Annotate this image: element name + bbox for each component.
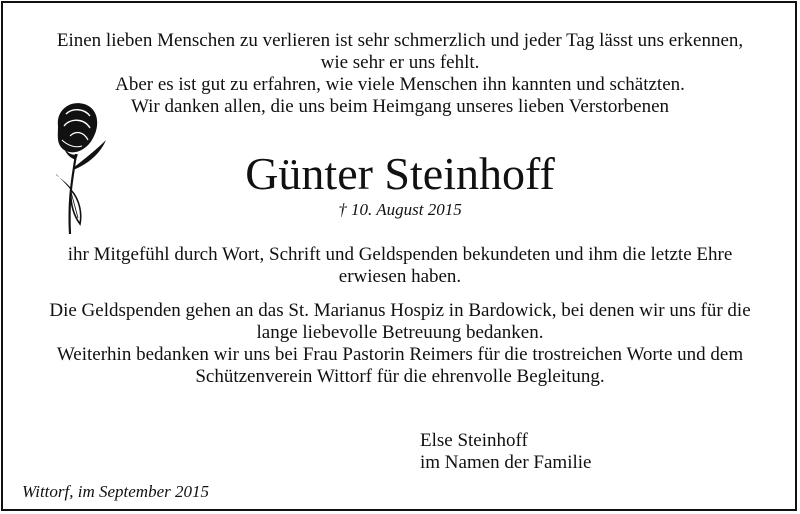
intro-line-2: wie sehr er uns fehlt. [320,52,480,73]
body-line-6: Schützenverein Wittorf für die ehrenvolle Begleitung. [195,366,605,387]
body-line-2: erwiesen haben. [338,266,462,287]
place-date: Wittorf, im September 2015 [22,482,209,501]
intro-line-4: Wir danken allen, die uns beim Heimgang unseres lieben Verstorbenen [130,96,670,117]
signature-name: Else Steinhoff [420,430,528,451]
deceased-name: Günter Steinhoff [245,148,555,199]
body-line-4: lange liebevolle Betreuung bedanken. [256,322,544,343]
intro-line-1: Einen lieben Menschen zu verlieren ist sehr schmerzlich und jeder Tag lässt uns erkennen, [56,30,744,51]
body-line-5: Weiterhin bedanken wir uns bei Frau Pastorin Reimers für die trostreichen Worte und dem [56,344,744,365]
body-line-1: ihr Mitgefühl durch Wort, Schrift und Geldspenden bekundeten und ihm die letzte Ehre [67,244,733,265]
body-line-3: Die Geldspenden gehen an das St. Marianus Hospiz in Bardowick, bei denen wir uns für die [49,300,751,321]
intro-line-3: Aber es ist gut zu erfahren, wie viele Menschen ihn kannten und schätzten. [115,74,685,95]
death-date: † 10. August 2015 [338,200,462,219]
signature-subtitle: im Namen der Familie [420,452,592,473]
